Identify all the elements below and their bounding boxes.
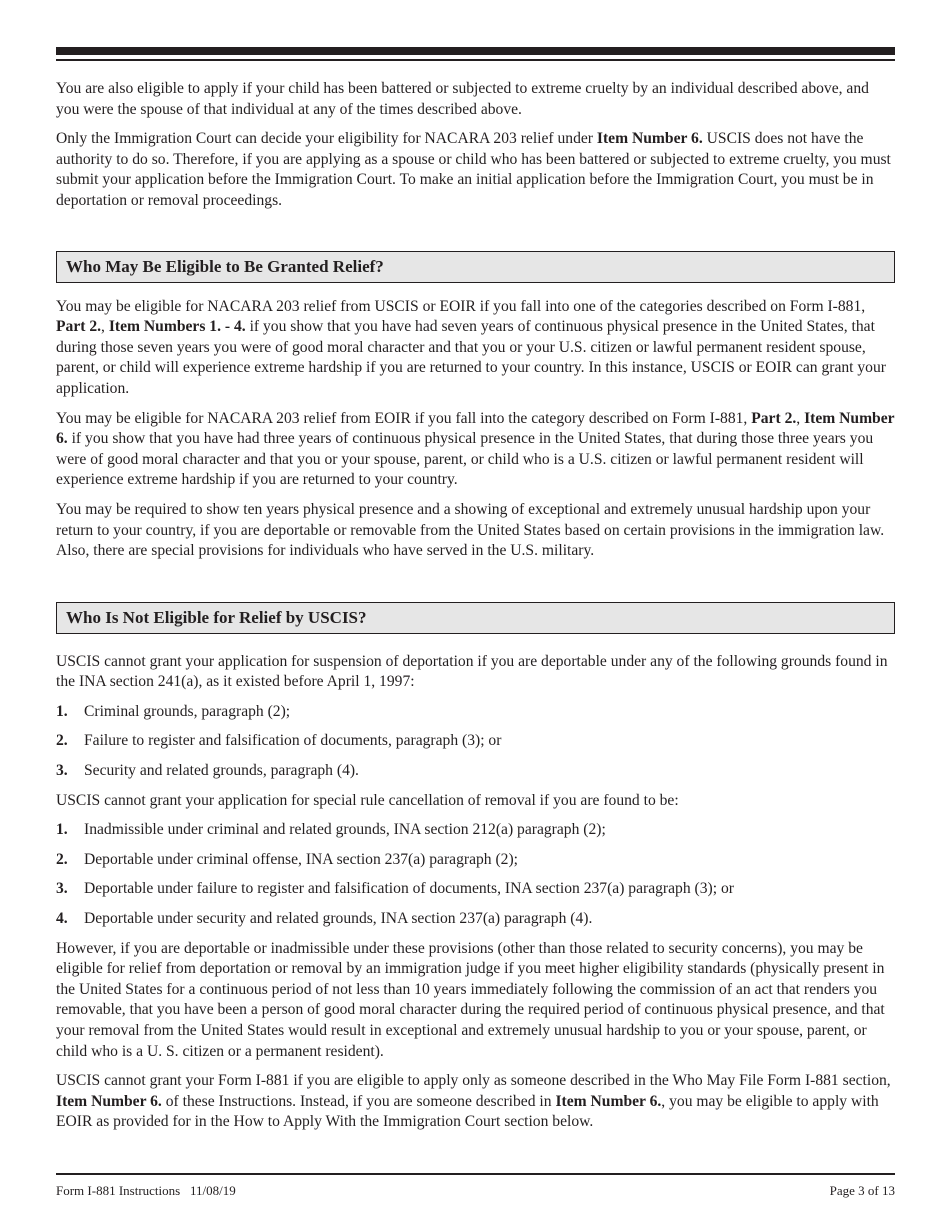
list-number: 2. xyxy=(56,850,68,868)
item-reference: Item Numbers 1. - 4. xyxy=(108,318,246,336)
list-number: 3. xyxy=(56,762,68,780)
text-run: if you show that you have had three years of continuous physical presence in the United States, that during those three years you were of good moral character and that you or your spouse, parent, or child who is a U.S. citizen or lawful permanent resident will experience extreme hardship if you are returned to your country. xyxy=(56,430,874,489)
text-run: USCIS cannot grant your Form I-881 if you are eligible to apply only as someone described in the Who May File Form I-881 section, xyxy=(56,1072,891,1090)
list-item xyxy=(56,702,895,723)
eligible-paragraph-1 xyxy=(56,297,895,400)
list-item xyxy=(56,761,895,782)
list-text: Failure to register and falsification of documents, paragraph (3); or xyxy=(84,732,502,750)
not-eligible-paragraph-1: USCIS cannot grant your application for suspension of deportation if you are deportable under any of the following grounds found in the INA section 241(a), as it existed before April 1, 1997: xyxy=(56,652,888,691)
eligible-paragraph-3: You may be required to show ten years physical presence and a showing of exceptional and extremely unusual hardship upon your return to your country, if you are deportable or removable from the United States based on certain provisions in the immigration law. Also, there are special provisions for individuals who have served in the U.S. military. xyxy=(56,500,885,560)
list-item xyxy=(56,820,895,841)
suspension-grounds-list xyxy=(56,702,895,782)
text-run: , you may be eligible to apply with EOIR as provided for in the How to Apply With the Immigration Court section below. xyxy=(56,1092,879,1131)
list-text: Security and related grounds, paragraph (4). xyxy=(84,762,359,780)
part-reference: Part 2. xyxy=(751,409,797,427)
item-reference: Item Number 6. xyxy=(596,130,703,148)
eligible-paragraph-2 xyxy=(56,409,895,491)
list-text: Deportable under security and related grounds, INA section 237(a) paragraph (4). xyxy=(84,910,593,928)
text-run: of these Instructions. Instead, if you are someone described in xyxy=(161,1092,556,1110)
form-edition: Form I-881 Instructions 11/08/19 xyxy=(56,1183,236,1198)
text-run: if you show that you have had seven years of continuous physical presence in the United States, that during those seven years you were of good moral character and that you or your U.S. citizen or lawful permanent resident spouse, parent, or child will experience extreme hardship if you are returned to your country. In this instance, USCIS or EOIR can grant your application. xyxy=(56,318,886,397)
part-reference: Part 2. xyxy=(56,318,102,336)
item-reference: Item Number 6. xyxy=(555,1092,662,1110)
list-item xyxy=(56,879,895,900)
list-item xyxy=(56,731,895,752)
page-number: Page 3 of 13 xyxy=(829,1183,895,1198)
list-text: Criminal grounds, paragraph (2); xyxy=(84,702,291,720)
intro-paragraph-2 xyxy=(56,129,895,211)
footer-rule xyxy=(56,1173,895,1175)
list-text: Deportable under failure to register and falsification of documents, INA section 237(a) paragraph (3); or xyxy=(84,880,734,898)
item-reference: Item Number 6. xyxy=(56,1092,162,1110)
list-number: 1. xyxy=(56,821,68,839)
list-number: 3. xyxy=(56,880,68,898)
not-eligible-paragraph-2: USCIS cannot grant your application for special rule cancellation of removal if you are found to be: xyxy=(56,791,679,809)
text-run: You may be eligible for NACARA 203 relief from EOIR if you fall into the category described on Form I-881, xyxy=(56,409,752,427)
item-reference: Item Number 6. xyxy=(56,409,895,448)
document-page xyxy=(56,0,895,1230)
list-number: 2. xyxy=(56,732,68,750)
text-run: , xyxy=(101,318,109,336)
section-heading-not-eligible: Who Is Not Eligible for Relief by USCIS? xyxy=(56,602,895,634)
not-eligible-paragraph-4 xyxy=(56,1071,895,1133)
list-number: 4. xyxy=(56,910,68,928)
list-text: Inadmissible under criminal and related grounds, INA section 212(a) paragraph (2); xyxy=(84,821,606,839)
list-text: Deportable under criminal offense, INA section 237(a) paragraph (2); xyxy=(84,850,519,868)
text-run: Only the Immigration Court can decide your eligibility for NACARA 203 relief under xyxy=(56,130,597,148)
header-rule-thin xyxy=(56,59,895,61)
header-rule-thick xyxy=(56,47,895,55)
list-item xyxy=(56,850,895,871)
text-run: USCIS does not have the authority to do so. Therefore, if you are applying as a spouse or child who has been battered or subjected to extreme cruelty, you must submit your application before the Immigration Court. To make an initial application before the Immigration Court, you must be in deportation or removal proceedings. xyxy=(56,130,891,209)
text-run: You may be eligible for NACARA 203 relief from USCIS or EOIR if you fall into one of the categories described on Form I-881, xyxy=(56,297,866,315)
cancellation-grounds-list xyxy=(56,820,895,929)
intro-paragraph-1: You are also eligible to apply if your child has been battered or subjected to extreme cruelty by an individual described above, and you were the spouse of that individual at any of the times described above. xyxy=(56,80,869,118)
page-content xyxy=(56,79,895,1142)
list-item xyxy=(56,909,895,930)
text-run: , xyxy=(796,409,805,427)
not-eligible-paragraph-3: However, if you are deportable or inadmissible under these provisions (other than those related to security concerns), you may be eligible for relief from deportation or removal by an immigration judge if you meet higher eligibility standards (physically present in the United States for a continuous period of not less than 10 years immediately following the commission of an act that renders you removable, that you have been a person of good moral character during the required period of continuous physical presence, and that your removal from the United States would result in exceptional and extremely unusual hardship to you or your spouse, parent, or child who is a U. S. citizen or a permanent resident). xyxy=(56,939,885,1060)
section-heading-eligible: Who May Be Eligible to Be Granted Relief? xyxy=(56,251,895,283)
list-number: 1. xyxy=(56,702,68,720)
page-footer xyxy=(56,1183,895,1199)
